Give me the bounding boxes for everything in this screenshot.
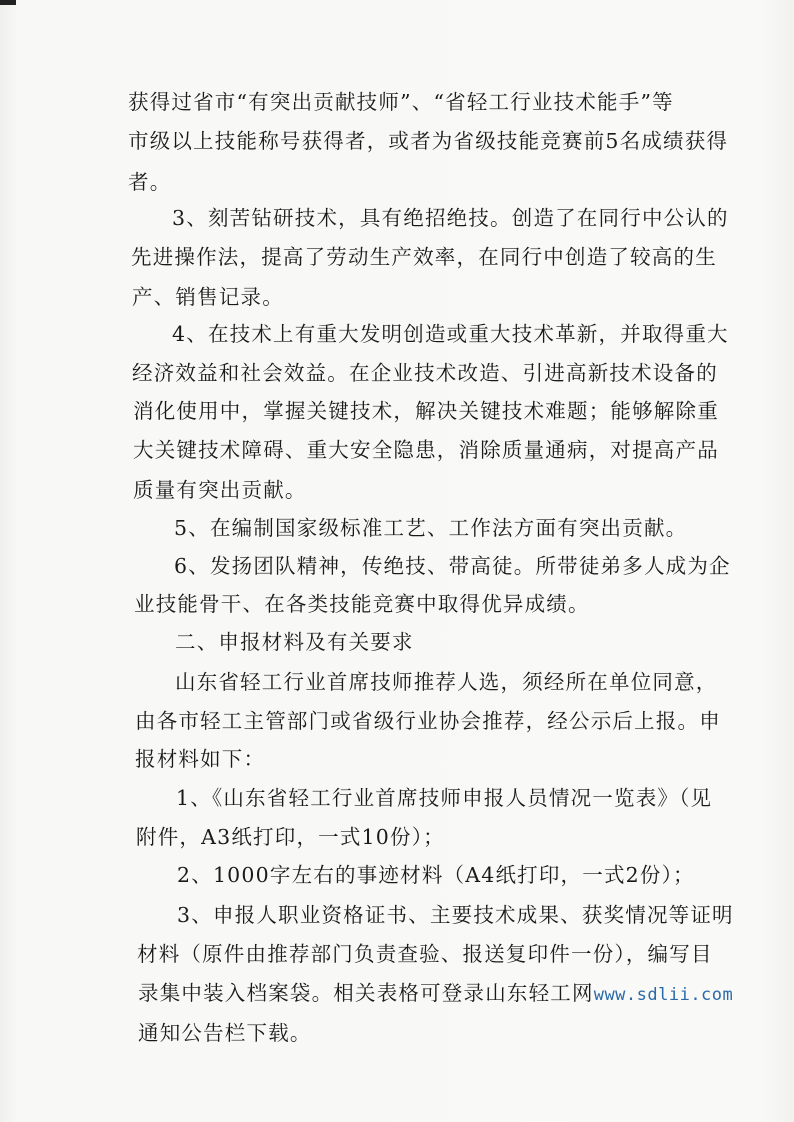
- text-line-content: 录集中装入档案袋。相关表格可登录山东轻工网: [138, 981, 594, 1005]
- text-line: 山东省轻工行业首席技师推荐人选，须经所在单位同意，: [175, 670, 718, 694]
- text-line: 业技能骨干、在各类技能竞赛中取得优异成绩。: [134, 592, 590, 616]
- text-line: 者。: [128, 170, 172, 194]
- text-line: 附件，A3纸打印，一式10份）；: [136, 825, 445, 849]
- text-line: 获得过省市“有突出贡献技师”、“省轻工行业技术能手”等: [128, 90, 674, 114]
- text-line: 由各市轻工主管部门或省级行业协会推荐，经公示后上报。申: [135, 709, 721, 733]
- text-line: 大关键技术障碍、重大安全隐患，消除质量通病，对提高产品: [133, 438, 719, 462]
- text-line: 3、申报人职业资格证书、主要技术成果、获奖情况等证明: [177, 903, 734, 927]
- text-line: 5、在编制国家级标准工艺、工作法方面有突出贡献。: [174, 516, 688, 540]
- text-line: 先进操作法，提高了劳动生产效率，在同行中创造了较高的生: [131, 245, 717, 269]
- text-line: 1、《山东省轻工行业首席技师申报人员情况一览表》（见: [176, 786, 713, 810]
- text-line: 产、销售记录。: [132, 285, 284, 309]
- text-line: 经济效益和社会效益。在企业技术改造、引进高新技术设备的: [132, 361, 718, 385]
- text-line: 消化使用中，掌握关键技术，解决关键技术难题；能够解除重: [133, 399, 719, 423]
- text-line: 3、刻苦钻研技术，具有绝招绝技。创造了在同行中公认的: [172, 206, 729, 230]
- text-line: 质量有突出贡献。: [133, 478, 307, 502]
- text-line: 材料（原件由推荐部门负责查验、报送复印件一份），编写目: [137, 942, 713, 966]
- website-link[interactable]: www.sdlii.com: [593, 985, 734, 1005]
- scan-corner-mark: [0, 0, 16, 5]
- text-line: 市级以上技能称号获得者，或者为省级技能竞赛前5名成绩获得: [128, 129, 729, 153]
- text-line: [138, 979, 733, 1009]
- text-line: 2、1000字左右的事迹材料（A4纸打印，一式2份）；: [177, 863, 695, 887]
- text-line: 通知公告栏下载。: [138, 1021, 312, 1045]
- section-heading: 二、申报材料及有关要求: [175, 630, 414, 654]
- text-line: 报材料如下：: [135, 747, 266, 771]
- text-line: 6、发扬团队精神，传绝技、带高徒。所带徒弟多人成为企: [174, 554, 731, 578]
- text-line: 4、在技术上有重大发明创造或重大技术革新，并取得重大: [172, 322, 729, 346]
